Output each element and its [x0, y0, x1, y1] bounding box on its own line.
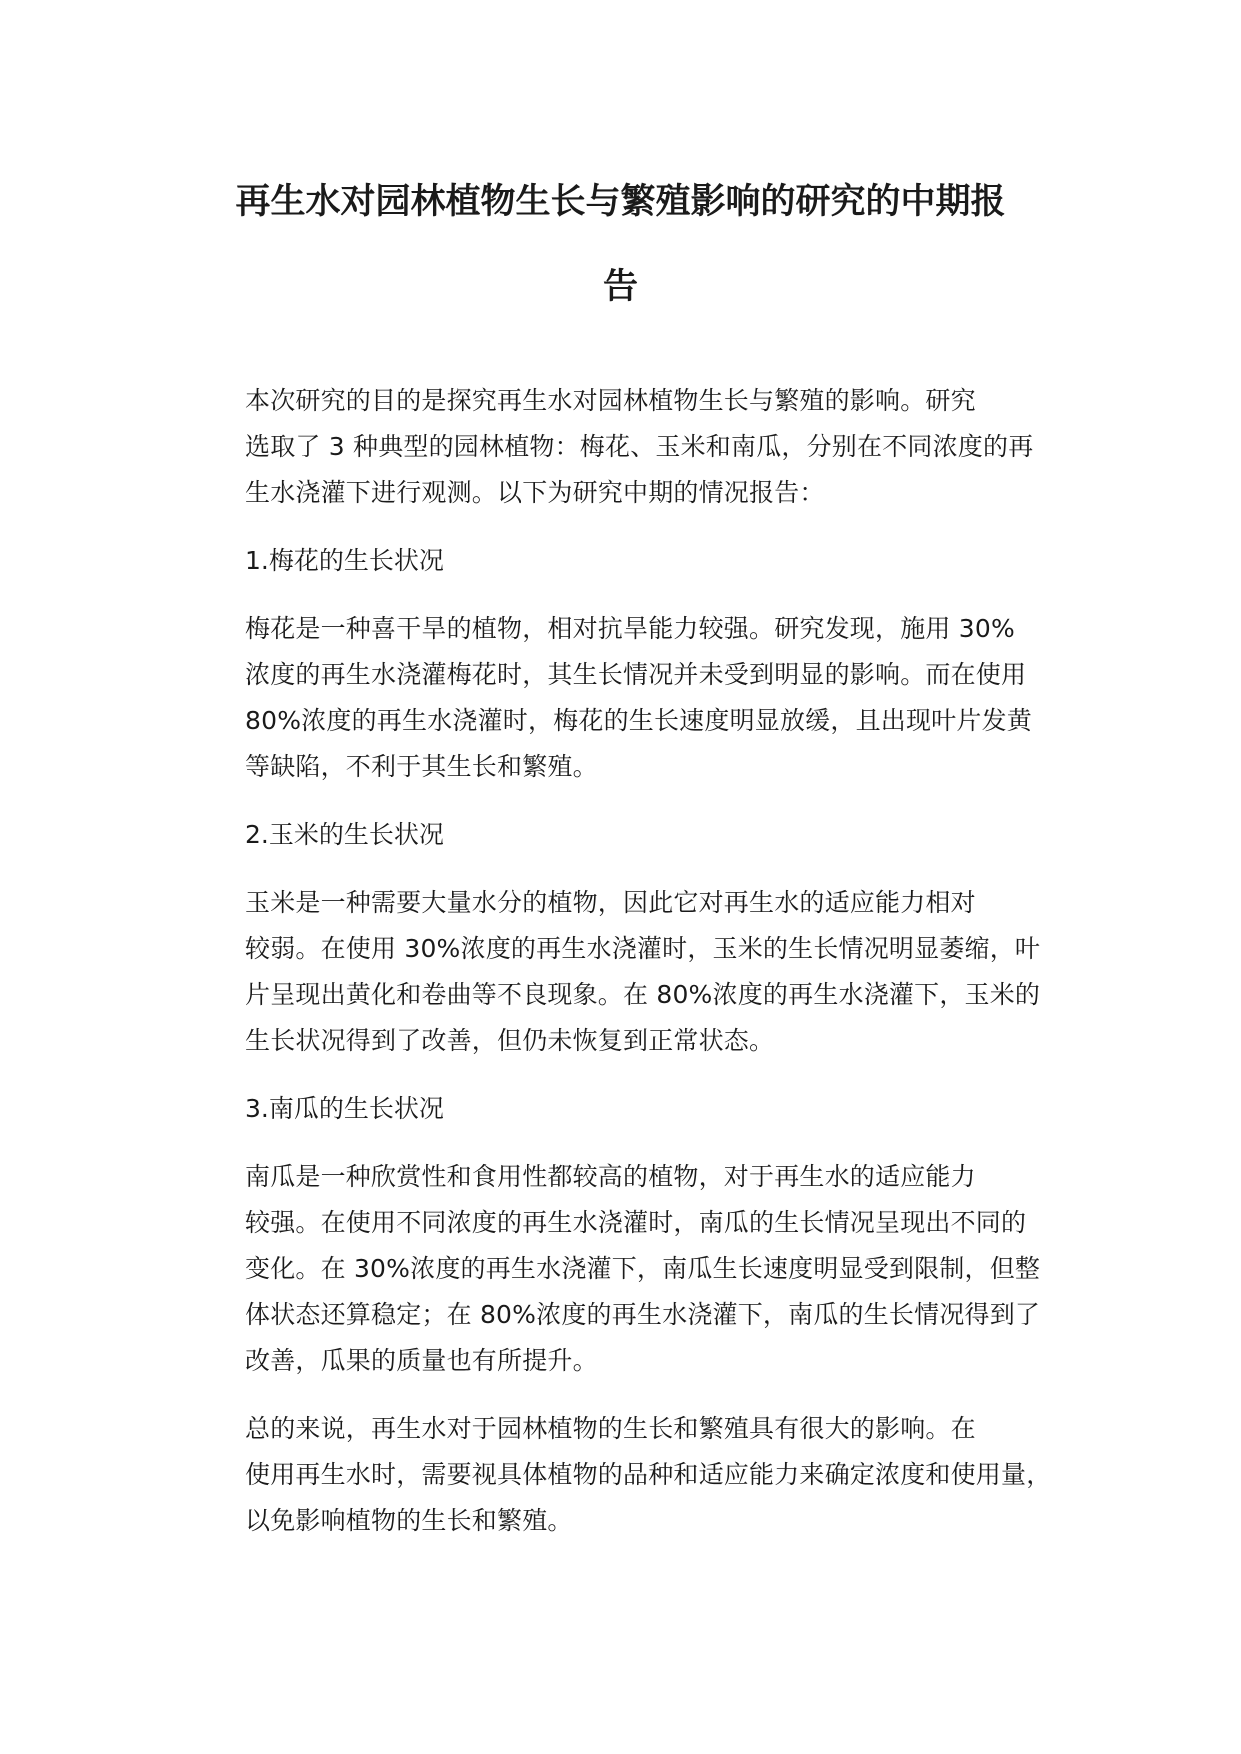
section-1-line: 80%浓度的再生水浇灌时，梅花的生长速度明显放缓，且出现叶片发黄: [245, 706, 1032, 735]
document-title-line-2: 告: [602, 267, 638, 307]
section-1-line: 浓度的再生水浇灌梅花时，其生长情况并未受到明显的影响。而在使用: [245, 660, 1027, 689]
section-2-paragraph: [187, 880, 1087, 1064]
conclusion-line: 总的来说，再生水对于园林植物的生长和繁殖具有很大的影响。在: [245, 1414, 976, 1443]
section-3-paragraph: [187, 1154, 1087, 1384]
document-body: [187, 378, 1087, 1566]
section-3-line: 南瓜是一种欣赏性和食用性都较高的植物，对于再生水的适应能力: [245, 1162, 976, 1191]
intro-line: 生水浇灌下进行观测。以下为研究中期的情况报告：: [245, 478, 825, 507]
section-1-heading: 1.梅花的生长状况: [245, 546, 444, 575]
section-1-line: 等缺陷，不利于其生长和繁殖。: [245, 752, 598, 781]
intro-line: 选取了 3 种典型的园林植物：梅花、玉米和南瓜，分别在不同浓度的再: [245, 432, 1034, 461]
section-2-line: 较弱。在使用 30%浓度的再生水浇灌时，玉米的生长情况明显萎缩，叶: [245, 934, 1041, 963]
intro-paragraph: [187, 378, 1087, 516]
section-2-heading: 2.玉米的生长状况: [245, 820, 444, 849]
section-2-line: 片呈现出黄化和卷曲等不良现象。在 80%浓度的再生水浇灌下，玉米的: [245, 980, 1041, 1009]
section-3-line: 较强。在使用不同浓度的再生水浇灌时，南瓜的生长情况呈现出不同的: [245, 1208, 1027, 1237]
conclusion-line: 以免影响植物的生长和繁殖。: [245, 1506, 573, 1535]
intro-line: 本次研究的目的是探究再生水对园林植物生长与繁殖的影响。研究: [245, 386, 976, 415]
section-3-heading: 3.南瓜的生长状况: [245, 1094, 444, 1123]
section-2-line: 玉米是一种需要大量水分的植物，因此它对再生水的适应能力相对: [245, 888, 976, 917]
section-3-line: 变化。在 30%浓度的再生水浇灌下，南瓜生长速度明显受到限制，但整: [245, 1254, 1041, 1283]
section-3-line: 体状态还算稳定；在 80%浓度的再生水浇灌下，南瓜的生长情况得到了: [245, 1300, 1041, 1329]
document-title-line-1: 再生水对园林植物生长与繁殖影响的研究的中期报: [235, 182, 1006, 222]
conclusion-line: 使用再生水时，需要视具体植物的品种和适应能力来确定浓度和使用量，: [245, 1460, 1052, 1489]
section-3-line: 改善，瓜果的质量也有所提升。: [245, 1346, 598, 1375]
section-2-line: 生长状况得到了改善，但仍未恢复到正常状态。: [245, 1026, 775, 1055]
section-1-line: 梅花是一种喜干旱的植物，相对抗旱能力较强。研究发现，施用 30%: [245, 614, 1015, 643]
section-1-paragraph: [187, 606, 1087, 790]
conclusion-paragraph: [187, 1406, 1087, 1544]
